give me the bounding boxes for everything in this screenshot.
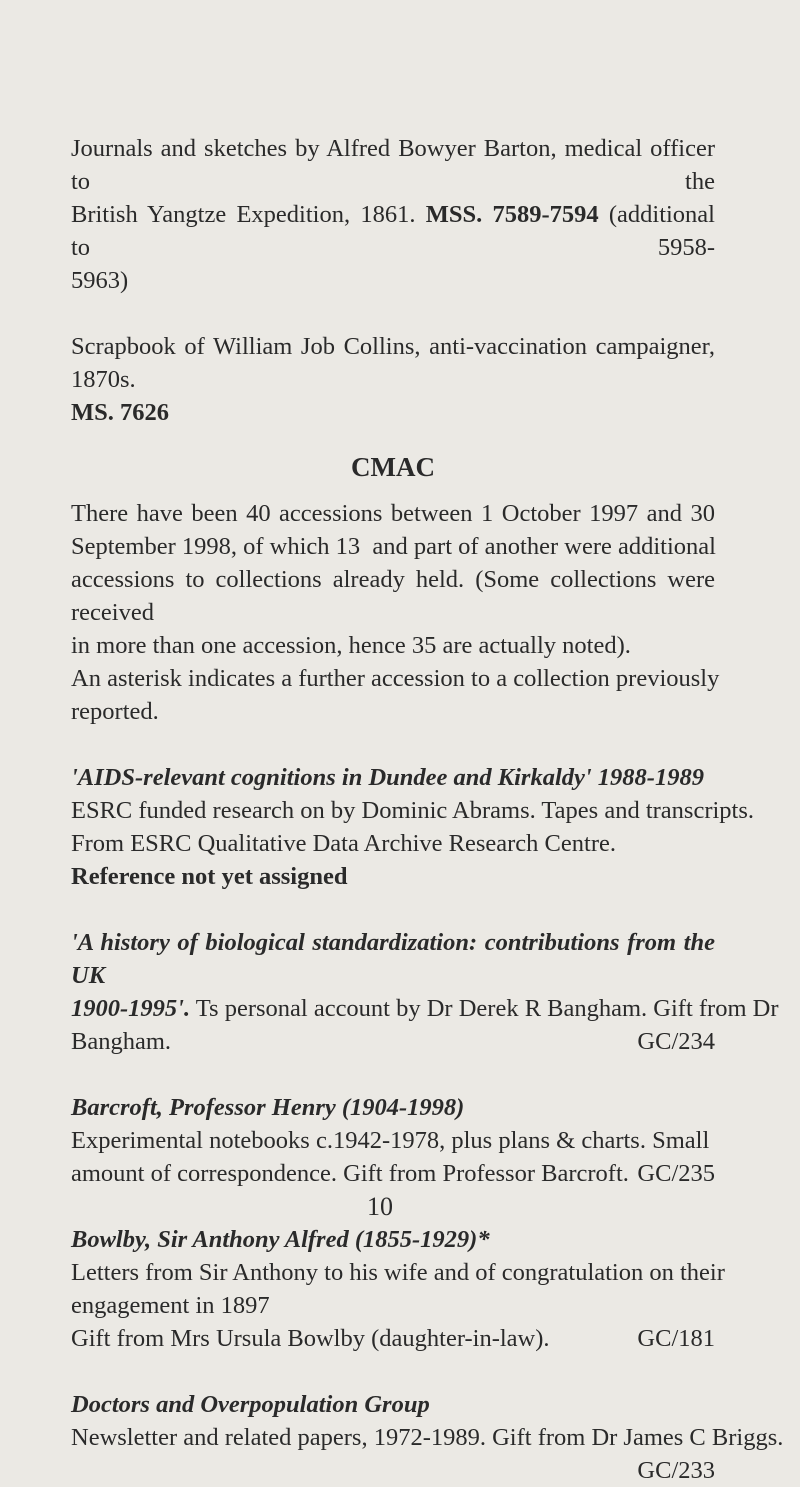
entry-aids (71, 761, 755, 893)
entry-collins-line1: Scrapbook of William Job Collins, anti-vaccination campaigner, 1870s. (71, 333, 715, 393)
entry-bowlby-line3-text: Gift from Mrs Ursula Bowlby (daughter-in-law). (71, 1325, 550, 1352)
entry-bowlby-title: Bowlby, Sir Anthony Alfred (1855-1929)* (71, 1226, 490, 1253)
entry-barton-line2-text: British Yangtze Expedition, 1861. (71, 201, 426, 228)
entry-bangham (71, 926, 779, 1058)
intro-line4: in more than one accession, hence 35 are actually noted). (71, 632, 631, 659)
entry-barcroft (71, 1091, 715, 1190)
page-content (71, 132, 784, 1487)
entry-barton-line2-tail: (additional to 5958- (71, 201, 715, 261)
entry-barcroft-line2-text: amount of correspondence. Gift from Professor Barcroft. (71, 1160, 629, 1187)
entry-collins (71, 330, 715, 429)
entry-bangham-title-line2: 1900-1995'. (71, 995, 191, 1022)
entry-bowlby-line3 (71, 1322, 715, 1355)
entry-barton-line1: Journals and sketches by Alfred Bowyer Barton, medical officer to the (71, 135, 715, 195)
intro-line3: accessions to collections already held. (Some collections were received (71, 566, 715, 626)
entry-bowlby (71, 1223, 725, 1355)
entry-bangham-line2 (71, 992, 779, 1025)
entry-barton-line3: 5963) (71, 267, 129, 294)
entry-bowlby-ref: GC/181 (637, 1325, 715, 1352)
entry-bangham-line3-text: Bangham. (71, 1028, 172, 1055)
entry-barton-mss: MSS. 7589-7594 (425, 201, 599, 228)
entry-aids-line1: ESRC funded research on by Dominic Abrams. Tapes and transcripts. (71, 797, 755, 824)
entry-bowlby-line1: Letters from Sir Anthony to his wife and of congratulation on their (71, 1259, 725, 1286)
entry-doctors-title: Doctors and Overpopulation Group (71, 1391, 430, 1418)
entry-bangham-title-line1: 'A history of biological standardization: contributions from the UK (71, 929, 715, 989)
entry-barton (71, 132, 715, 297)
entry-barcroft-line2 (71, 1157, 715, 1190)
intro-line5: An asterisk indicates a further accession to a collection previously (71, 665, 720, 692)
entry-bowlby-line2: engagement in 1897 (71, 1292, 270, 1319)
page-number: 10 (367, 1192, 393, 1221)
entry-collins-ms: MS. 7626 (71, 399, 169, 426)
entry-barcroft-ref: GC/235 (637, 1160, 715, 1187)
entry-doctors-overpopulation (71, 1388, 784, 1487)
entry-barcroft-line1: Experimental notebooks c.1942-1978, plus plans & charts. Small (71, 1127, 710, 1154)
entry-bangham-line3 (71, 1025, 715, 1058)
entry-barcroft-title: Barcroft, Professor Henry (1904-1998) (71, 1094, 465, 1121)
entry-doctors-line1: Newsletter and related papers, 1972-1989. Gift from Dr James C Briggs. (71, 1424, 784, 1451)
section-heading: CMAC (351, 452, 435, 482)
entry-bangham-desc: Ts personal account by Dr Derek R Bangham. Gift from Dr (190, 995, 779, 1022)
entry-aids-title: 'AIDS-relevant cognitions in Dundee and Kirkaldy' 1988-1989 (71, 764, 704, 791)
entry-bangham-ref: GC/234 (637, 1028, 715, 1055)
entry-doctors-ref: GC/233 (637, 1457, 715, 1484)
intro-paragraph (71, 497, 720, 728)
entry-barton-line2 (71, 198, 715, 264)
intro-line2: September 1998, of which 13 and part of another were additional (71, 533, 716, 560)
intro-line6: reported. (71, 698, 159, 725)
entry-aids-line2: From ESRC Qualitative Data Archive Research Centre. (71, 830, 616, 857)
intro-line1: There have been 40 accessions between 1 October 1997 and 30 (71, 500, 715, 527)
entry-aids-reference: Reference not yet assigned (71, 863, 348, 890)
